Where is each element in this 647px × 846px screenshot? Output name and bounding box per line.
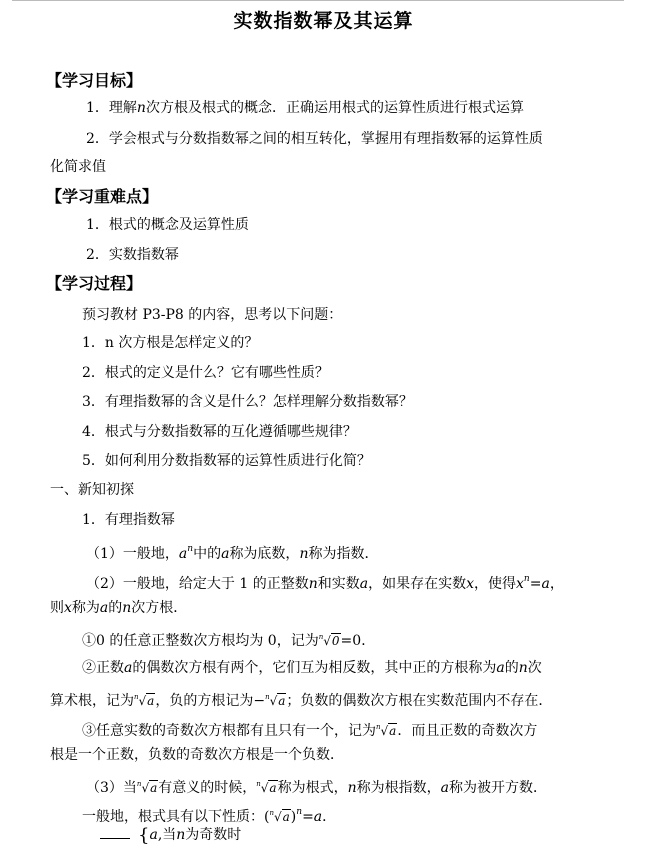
- question-5: 5．如何利用分数指数幂的运算性质进行化简？: [82, 453, 371, 469]
- case-3-line2: 根是一个正数，负数的奇数次方根是一个负数．: [50, 747, 344, 763]
- question-4: 4．根式与分数指数幂的互化遵循哪些规律？: [82, 424, 357, 440]
- case-2-line2: 算术根，记为$^n$√a，负的方根记为−$^n$√a；负数的偶数次方根在实数范围内不存在．: [50, 693, 553, 709]
- paragraph-2-line1: （2）一般地，给定大于 1 的正整数n和实数a，如果存在实数x，使得$x^n=a$，: [86, 574, 564, 592]
- goal-1: 1．理解n次方根及根式的概念．正确运用根式的运算性质进行根式运算: [86, 100, 524, 116]
- section-heading-goals: 【学习目标】: [46, 71, 143, 90]
- key-point-2: 2．实数指数幂: [86, 247, 179, 263]
- part-heading-new-knowledge: 一、新知初探: [50, 482, 134, 498]
- paragraph-2-line2: 则x称为a的n次方根．: [50, 600, 188, 616]
- key-point-1: 1．根式的概念及运算性质: [86, 217, 249, 233]
- page-title: 实数指数幂及其运算: [233, 10, 414, 32]
- radical-condition: $^n$√a: [136, 780, 158, 795]
- paragraph-4: 一般地，根式具有以下性质：$(^n√a)^n=a$．: [82, 807, 337, 825]
- radical-negative-a: $^n$√a: [265, 693, 286, 708]
- process-intro: 预习教材 P3-P8 的内容，思考以下问题：: [82, 307, 343, 323]
- radical-term: $^n$√a: [256, 780, 277, 795]
- radical-power: $^n$√a: [269, 809, 290, 824]
- paragraph-3: （3）当$^n$√a有意义的时候，$^n$√a称为根式，n称为根指数，a称为被开方数．: [86, 780, 547, 796]
- cropped-radical-line: [100, 838, 130, 839]
- brace: {: [138, 825, 150, 846]
- goal-2-line2: 化简求值: [50, 159, 106, 175]
- property-cases-partial: {a,当n为奇数时: [100, 826, 241, 845]
- question-3: 3．有理指数幂的含义是什么？怎样理解分数指数幂？: [82, 394, 413, 410]
- subheading-rational-exponents: 1．有理指数幂: [82, 512, 175, 528]
- question-1: 1．n 次方根是怎样定义的？: [82, 335, 259, 351]
- case-2-line1: ②正数a的偶数次方根有两个，它们互为相反数，其中正的方根称为a的n次: [82, 660, 542, 676]
- case-3-line1: ③任意实数的奇数次方根都有且只有一个，记为$^n$√a．而且正数的奇数次方: [82, 723, 538, 739]
- goal-2-line1: 2．学会根式与分数指数幂之间的相互转化，掌握用有理指数幂的运算性质: [86, 131, 543, 147]
- paragraph-1: （1）一般地，$a^n$中的a称为底数，n称为指数．: [86, 544, 379, 562]
- question-2: 2．根式的定义是什么？它有哪些性质？: [82, 365, 329, 381]
- top-rule: [12, 0, 624, 1]
- case-1: ①0 的任意正整数次方根均为 0，记为$^n$√0=0．: [82, 633, 376, 649]
- section-heading-key-points: 【学习重难点】: [46, 187, 159, 206]
- radical-zero: $^n$√0: [318, 633, 340, 648]
- radical-a: $^n$√a: [134, 693, 155, 708]
- section-heading-process: 【学习过程】: [46, 274, 143, 293]
- radical-odd-root: $^n$√a: [376, 723, 397, 738]
